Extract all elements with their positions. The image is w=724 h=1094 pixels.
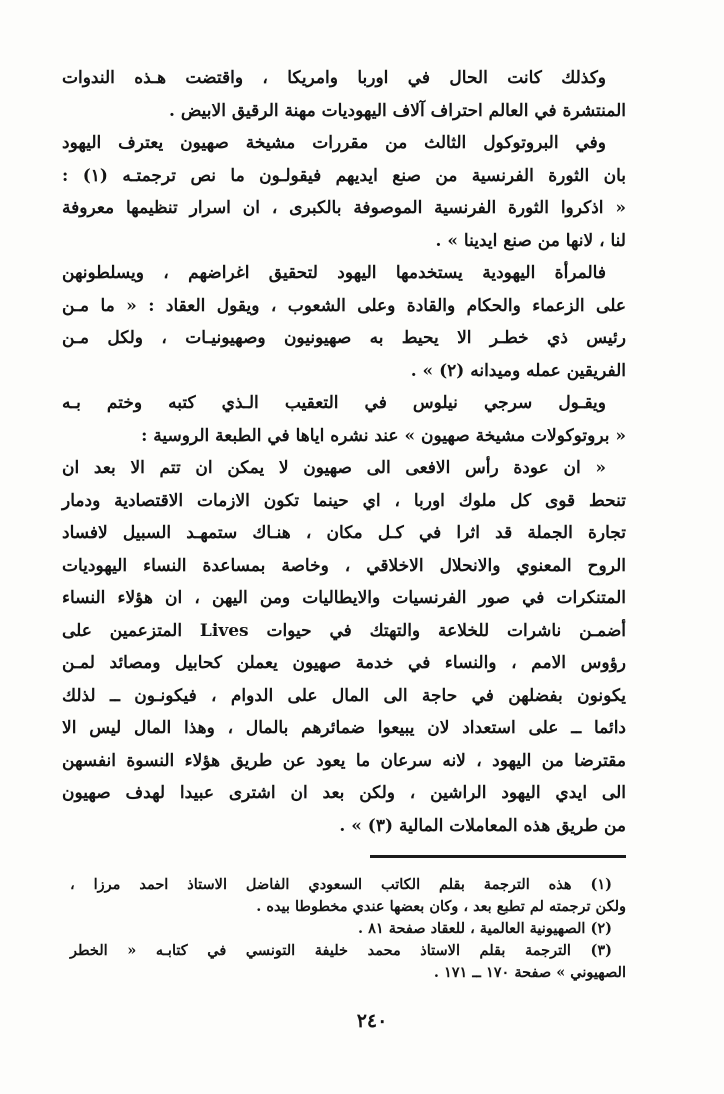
text-line: الفريقين عمله وميدانه (٢) » . (410, 360, 626, 381)
text-line: من طريق هذه المعاملات المالية (٣) » . (339, 815, 626, 836)
text-line: المنتشرة في العالم احتراف آلاف اليهوديات مهنة الرقيق الابيض . (169, 100, 626, 121)
footnote-line: (٣) الترجمة بقلم الاستاذ محمد خليفة التونسي في كتابـه « الخطر (70, 942, 612, 959)
text-line: ويقـول سرجي نيلوس في التعقيب الـذي كتبه وختم بـه (62, 393, 606, 413)
footnote-line: (١) هذه الترجمة بقلم الكاتب السعودي الفاضل الاستاذ احمد مرزا ، (70, 876, 612, 893)
text-line: وفي البروتوكول الثالث من مقررات مشيخة صهيون يعترف اليهود (62, 133, 606, 153)
text-line: المتنكرات في صور الفرنسيات والايطاليات ومن اليهن ، ان هؤلاء النساء (62, 588, 626, 608)
text-line: لنا ، لانها من صنع ايدينا » . (435, 230, 626, 251)
page-number: ٢٤٠ (356, 1010, 388, 1032)
text-line: الى ايدي اليهود الراشين ، ولكن بعد ان اشترى عبيدا لهدف صهيون (62, 783, 626, 803)
text-line: على الزعماء والحكام والقادة وعلى الشعوب ، ويقول العقاد : « ما مـن (62, 295, 626, 316)
text-line: فالمرأة اليهودية يستخدمها اليهود لتحقيق اغراضهم ، ويسلطونهن (62, 263, 606, 283)
text-line: تنحط قوى كل ملوك اوربا ، اي حينما تكون الازمات الاقتصادية ودمار (62, 490, 626, 511)
text-line: رئيس ذي خطـر الا يحيط به صهيونيون وصهيونيـات ، ولكل مـن (62, 328, 626, 348)
text-line: تجارة الجملة قد اثرا في كـل مكان ، هنـاك ستمهـد السبيل لافساد (62, 523, 626, 543)
text-line: رؤوس الامم ، والنساء في خدمة صهيون يعملن كحابيل ومصائد لمـن (62, 653, 626, 673)
text-line: « بروتوكولات مشيخة صهيون » عند نشره اياها في الطبعة الروسية : (141, 425, 626, 446)
footnote-line: ولكن ترجمته لم تطبع بعد ، وكان بعضها عندي مخطوطا بيده . (256, 898, 626, 915)
text-line: الروح المعنوي والانحلال الاخلاقي ، وخاصة بمساعدة النساء اليهوديات (62, 555, 626, 576)
text-line: أضمـن ناشرات للخلاعة والتهتك في حيوات Lives المتزعمين على (62, 620, 627, 641)
footnote-divider (370, 855, 626, 858)
text-line: يكونون بفضلهن في حاجة الى المال على الدوام ، فيكونـون ــ لذلك (62, 685, 626, 706)
text-line: دائما ــ على استعداد لان يبيعوا ضمائرهم بالمال ، وهذا المال ليس الا (62, 718, 626, 738)
body-text (62, 62, 626, 842)
footnote-line: (٢) الصهيونية العالمية ، للعقاد صفحة ٨١ . (358, 920, 612, 937)
text-line: « ان عودة رأس الافعى الى صهيون لا يمكن ان تتم الا بعد ان (62, 458, 606, 478)
text-line: وكذلك كانت الحال في اوربا وامريكا ، واقتضت هـذه الندوات (62, 68, 606, 88)
footnote-line: الصهيوني » صفحة ١٧٠ ــ ١٧١ . (433, 964, 626, 981)
footnotes (70, 874, 626, 984)
text-line: مقترضا من اليهود ، لانه سرعان ما يعود عن طريق هؤلاء النسوة انفسهن (62, 750, 626, 771)
text-line: بان الثورة الفرنسية من صنع ايديهم فيقولـون ما نص ترجمتـه (١) : (62, 165, 626, 186)
text-line: « اذكروا الثورة الفرنسية الموصوفة بالكبرى ، ان اسرار تنظيمها معروفة (62, 198, 626, 218)
